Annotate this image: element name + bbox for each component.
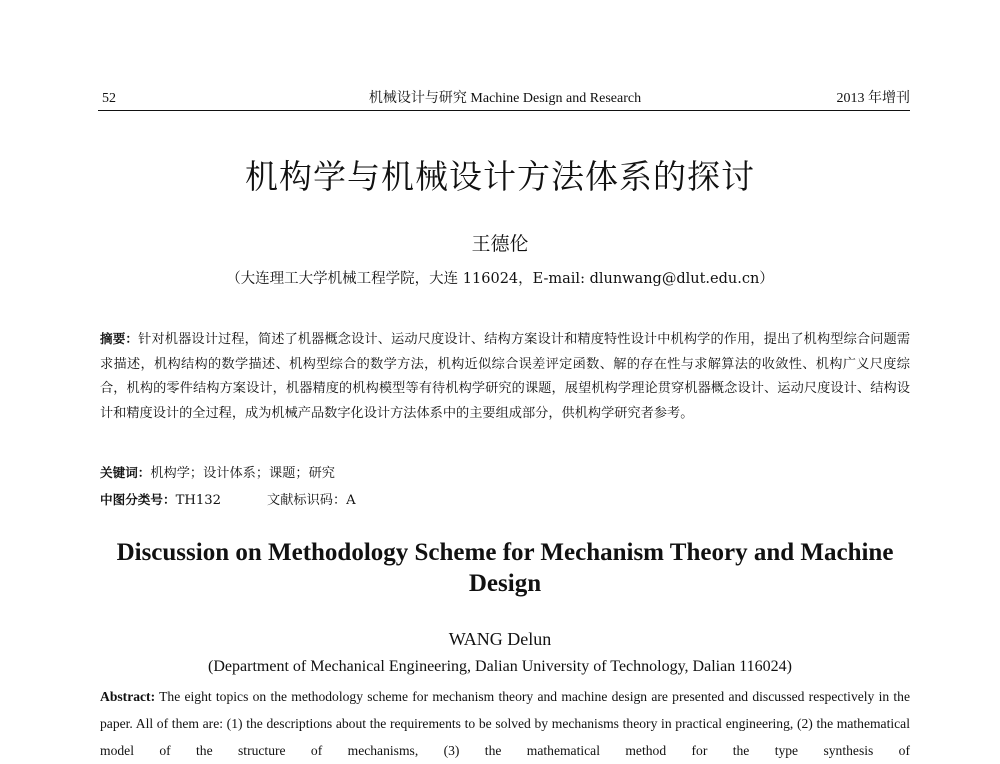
abstract-cn-label: 摘要： xyxy=(100,331,139,346)
affiliation-en: (Department of Mechanical Engineering, Dalian University of Technology, Dalian 116024) xyxy=(208,658,792,675)
clc-value: TH132 xyxy=(175,493,222,508)
abstract-en xyxy=(100,683,910,764)
affiliation-cn: （大连理工大学机械工程学院，大连 116024，E-mail: dlunwang@dlut.edu.cn） xyxy=(226,271,774,287)
journal-name: 机械设计与研究 Machine Design and Research xyxy=(368,91,642,106)
author-en: WANG Delun xyxy=(448,629,552,649)
page-number: 52 xyxy=(102,91,116,106)
doc-code-label: 文献标识码： xyxy=(267,493,347,508)
doc-code-value: A xyxy=(346,493,356,508)
abstract-en-label: Abstract: xyxy=(100,689,156,704)
abstract-cn xyxy=(100,327,910,426)
header-rule xyxy=(98,110,910,111)
clc-label: 中图分类号： xyxy=(100,492,176,507)
paper-title-cn: 机构学与机械设计方法体系的探讨 xyxy=(245,157,755,196)
issue-label: 2013 年增刊 xyxy=(836,91,910,106)
running-header xyxy=(100,89,910,109)
abstract-cn-text: 针对机器设计过程，简述了机器概念设计、运动尺度设计、结构方案设计和精度特性设计中机构学的作用，提出了机构型综合问题需求描述，机构结构的数学描述、机构型综合的数学方法，机构近似综合误差评定函数、解的存在性与求解算法的收敛性、机构广义尺度综合，机构的零件结构方案设计，机器精度的机构模型等有待机构学研究的课题，展望机构学理论贯穿机器概念设计、运动尺度设计、结构设计和精度设计的全过程，成为机械产品数字化设计方法体系中的主要组成部分，供机构学研究者参考。 xyxy=(100,332,911,421)
keywords-cn xyxy=(100,462,910,485)
classification-line xyxy=(100,489,910,512)
author-cn: 王德伦 xyxy=(471,233,529,255)
keywords-label: 关键词： xyxy=(100,465,151,480)
keywords-text: 机构学；设计体系；课题；研究 xyxy=(150,466,335,481)
paper-title-en: Discussion on Methodology Scheme for Mechanism Theory and Machine Design xyxy=(116,539,894,597)
abstract-en-text: The eight topics on the methodology scheme for mechanism theory and machine design are presented and discussed respectively in the paper. All of them are: (1) the descriptions about the requirements to be solved by mechanisms theory in practical engineering, (2) the mathematical model of the structure of mechanisms, (3) the mathematical method for the type synthesis of xyxy=(100,689,910,758)
